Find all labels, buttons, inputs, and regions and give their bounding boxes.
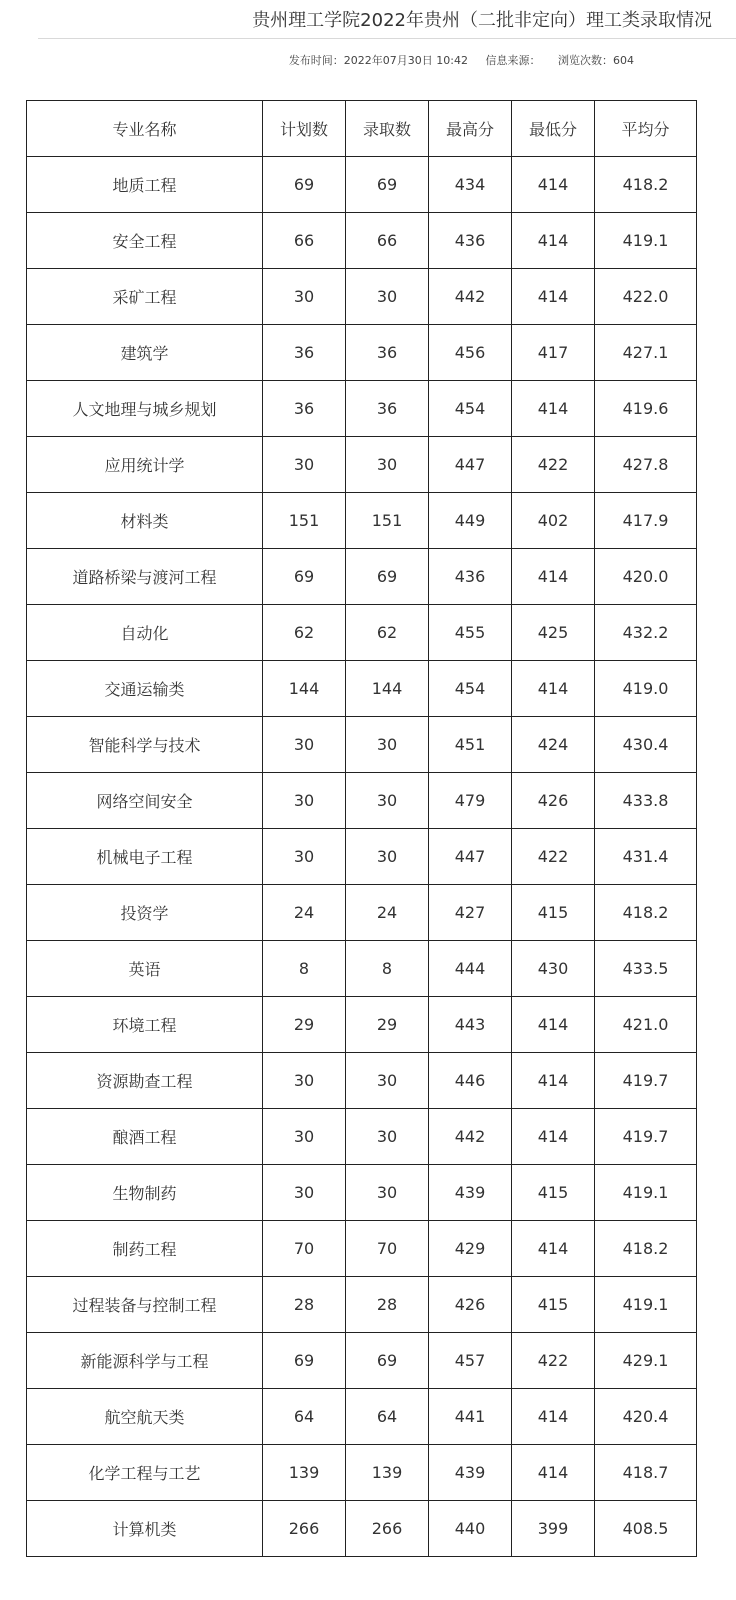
cell-admitted: 69 bbox=[346, 549, 429, 605]
table-row bbox=[27, 1389, 697, 1445]
cell-min-score: 422 bbox=[512, 829, 595, 885]
cell-admitted: 36 bbox=[346, 325, 429, 381]
cell-plan: 144 bbox=[263, 661, 346, 717]
cell-max-score: 439 bbox=[429, 1445, 512, 1501]
table-row bbox=[27, 437, 697, 493]
cell-admitted: 30 bbox=[346, 1109, 429, 1165]
cell-min-score: 414 bbox=[512, 1389, 595, 1445]
cell-major: 应用统计学 bbox=[27, 437, 263, 493]
table-row bbox=[27, 1053, 697, 1109]
cell-max-score: 426 bbox=[429, 1277, 512, 1333]
cell-avg-score: 420.0 bbox=[595, 549, 697, 605]
cell-max-score: 434 bbox=[429, 157, 512, 213]
cell-avg-score: 419.0 bbox=[595, 661, 697, 717]
cell-min-score: 425 bbox=[512, 605, 595, 661]
cell-max-score: 427 bbox=[429, 885, 512, 941]
table-row bbox=[27, 1109, 697, 1165]
cell-major: 安全工程 bbox=[27, 213, 263, 269]
cell-plan: 30 bbox=[263, 1109, 346, 1165]
header-major: 专业名称 bbox=[27, 101, 263, 157]
cell-avg-score: 429.1 bbox=[595, 1333, 697, 1389]
cell-plan: 28 bbox=[263, 1277, 346, 1333]
cell-max-score: 449 bbox=[429, 493, 512, 549]
cell-max-score: 436 bbox=[429, 213, 512, 269]
view-count: 浏览次数：604 bbox=[558, 54, 634, 67]
cell-admitted: 151 bbox=[346, 493, 429, 549]
table-row bbox=[27, 1277, 697, 1333]
cell-avg-score: 418.2 bbox=[595, 157, 697, 213]
cell-max-score: 447 bbox=[429, 437, 512, 493]
cell-major: 交通运输类 bbox=[27, 661, 263, 717]
table-row bbox=[27, 269, 697, 325]
cell-plan: 151 bbox=[263, 493, 346, 549]
header-admitted: 录取数 bbox=[346, 101, 429, 157]
cell-min-score: 415 bbox=[512, 1277, 595, 1333]
cell-max-score: 479 bbox=[429, 773, 512, 829]
cell-avg-score: 419.1 bbox=[595, 213, 697, 269]
table-row bbox=[27, 1333, 697, 1389]
cell-min-score: 424 bbox=[512, 717, 595, 773]
cell-plan: 70 bbox=[263, 1221, 346, 1277]
cell-avg-score: 421.0 bbox=[595, 997, 697, 1053]
table-row bbox=[27, 549, 697, 605]
header-min-score: 最低分 bbox=[512, 101, 595, 157]
cell-admitted: 30 bbox=[346, 1053, 429, 1109]
cell-plan: 30 bbox=[263, 1165, 346, 1221]
cell-min-score: 414 bbox=[512, 269, 595, 325]
publish-time: 发布时间：2022年07月30日 10:42 bbox=[288, 54, 468, 67]
table-row bbox=[27, 605, 697, 661]
cell-major: 建筑学 bbox=[27, 325, 263, 381]
table-row bbox=[27, 325, 697, 381]
table-row bbox=[27, 829, 697, 885]
cell-min-score: 426 bbox=[512, 773, 595, 829]
cell-avg-score: 419.6 bbox=[595, 381, 697, 437]
cell-min-score: 414 bbox=[512, 549, 595, 605]
table-row bbox=[27, 773, 697, 829]
cell-admitted: 30 bbox=[346, 1165, 429, 1221]
cell-max-score: 429 bbox=[429, 1221, 512, 1277]
cell-plan: 64 bbox=[263, 1389, 346, 1445]
cell-plan: 36 bbox=[263, 325, 346, 381]
table-row bbox=[27, 213, 697, 269]
cell-major: 过程装备与控制工程 bbox=[27, 1277, 263, 1333]
cell-min-score: 414 bbox=[512, 1109, 595, 1165]
cell-max-score: 454 bbox=[429, 381, 512, 437]
cell-avg-score: 418.7 bbox=[595, 1445, 697, 1501]
cell-avg-score: 422.0 bbox=[595, 269, 697, 325]
cell-major: 人文地理与城乡规划 bbox=[27, 381, 263, 437]
cell-major: 资源勘查工程 bbox=[27, 1053, 263, 1109]
cell-avg-score: 419.7 bbox=[595, 1053, 697, 1109]
cell-major: 采矿工程 bbox=[27, 269, 263, 325]
cell-admitted: 30 bbox=[346, 773, 429, 829]
cell-min-score: 414 bbox=[512, 1053, 595, 1109]
cell-major: 网络空间安全 bbox=[27, 773, 263, 829]
cell-avg-score: 419.7 bbox=[595, 1109, 697, 1165]
cell-plan: 266 bbox=[263, 1501, 346, 1557]
cell-avg-score: 427.8 bbox=[595, 437, 697, 493]
cell-max-score: 444 bbox=[429, 941, 512, 997]
table-row bbox=[27, 157, 697, 213]
cell-max-score: 455 bbox=[429, 605, 512, 661]
cell-avg-score: 432.2 bbox=[595, 605, 697, 661]
cell-min-score: 414 bbox=[512, 1445, 595, 1501]
cell-avg-score: 420.4 bbox=[595, 1389, 697, 1445]
cell-plan: 30 bbox=[263, 829, 346, 885]
cell-avg-score: 419.1 bbox=[595, 1165, 697, 1221]
cell-major: 自动化 bbox=[27, 605, 263, 661]
cell-min-score: 422 bbox=[512, 1333, 595, 1389]
cell-admitted: 8 bbox=[346, 941, 429, 997]
cell-major: 机械电子工程 bbox=[27, 829, 263, 885]
cell-max-score: 454 bbox=[429, 661, 512, 717]
cell-major: 新能源科学与工程 bbox=[27, 1333, 263, 1389]
cell-admitted: 36 bbox=[346, 381, 429, 437]
cell-admitted: 139 bbox=[346, 1445, 429, 1501]
cell-plan: 69 bbox=[263, 157, 346, 213]
cell-plan: 30 bbox=[263, 269, 346, 325]
cell-min-score: 414 bbox=[512, 661, 595, 717]
cell-max-score: 442 bbox=[429, 1109, 512, 1165]
cell-min-score: 415 bbox=[512, 885, 595, 941]
cell-admitted: 66 bbox=[346, 213, 429, 269]
cell-min-score: 417 bbox=[512, 325, 595, 381]
table-row bbox=[27, 1445, 697, 1501]
cell-admitted: 24 bbox=[346, 885, 429, 941]
cell-plan: 30 bbox=[263, 717, 346, 773]
cell-admitted: 266 bbox=[346, 1501, 429, 1557]
cell-plan: 36 bbox=[263, 381, 346, 437]
cell-min-score: 414 bbox=[512, 1221, 595, 1277]
cell-major: 智能科学与技术 bbox=[27, 717, 263, 773]
cell-avg-score: 427.1 bbox=[595, 325, 697, 381]
cell-max-score: 456 bbox=[429, 325, 512, 381]
cell-min-score: 415 bbox=[512, 1165, 595, 1221]
table-row bbox=[27, 941, 697, 997]
cell-avg-score: 433.8 bbox=[595, 773, 697, 829]
table-body bbox=[27, 157, 697, 1557]
cell-major: 制药工程 bbox=[27, 1221, 263, 1277]
table-header-row bbox=[27, 101, 697, 157]
cell-plan: 29 bbox=[263, 997, 346, 1053]
cell-max-score: 439 bbox=[429, 1165, 512, 1221]
cell-major: 环境工程 bbox=[27, 997, 263, 1053]
cell-min-score: 430 bbox=[512, 941, 595, 997]
cell-max-score: 436 bbox=[429, 549, 512, 605]
cell-avg-score: 417.9 bbox=[595, 493, 697, 549]
cell-plan: 139 bbox=[263, 1445, 346, 1501]
cell-admitted: 30 bbox=[346, 717, 429, 773]
table-row bbox=[27, 1165, 697, 1221]
title-divider bbox=[38, 38, 736, 39]
table-row bbox=[27, 717, 697, 773]
info-source: 信息来源： bbox=[485, 54, 541, 67]
cell-min-score: 414 bbox=[512, 213, 595, 269]
cell-plan: 62 bbox=[263, 605, 346, 661]
cell-admitted: 30 bbox=[346, 829, 429, 885]
table-row bbox=[27, 1501, 697, 1557]
cell-admitted: 144 bbox=[346, 661, 429, 717]
table-row bbox=[27, 661, 697, 717]
cell-admitted: 70 bbox=[346, 1221, 429, 1277]
cell-major: 道路桥梁与渡河工程 bbox=[27, 549, 263, 605]
page-title: 贵州理工学院2022年贵州（二批非定向）理工类录取情况 bbox=[252, 10, 712, 31]
article-meta bbox=[0, 52, 634, 68]
table-row bbox=[27, 997, 697, 1053]
cell-min-score: 414 bbox=[512, 157, 595, 213]
cell-avg-score: 433.5 bbox=[595, 941, 697, 997]
cell-max-score: 447 bbox=[429, 829, 512, 885]
cell-admitted: 29 bbox=[346, 997, 429, 1053]
cell-plan: 30 bbox=[263, 1053, 346, 1109]
cell-max-score: 443 bbox=[429, 997, 512, 1053]
cell-admitted: 69 bbox=[346, 157, 429, 213]
header-avg-score: 平均分 bbox=[595, 101, 697, 157]
admission-table bbox=[26, 100, 697, 1557]
cell-min-score: 402 bbox=[512, 493, 595, 549]
cell-plan: 8 bbox=[263, 941, 346, 997]
cell-major: 生物制药 bbox=[27, 1165, 263, 1221]
cell-major: 酿酒工程 bbox=[27, 1109, 263, 1165]
cell-plan: 24 bbox=[263, 885, 346, 941]
cell-avg-score: 430.4 bbox=[595, 717, 697, 773]
cell-min-score: 422 bbox=[512, 437, 595, 493]
cell-major: 材料类 bbox=[27, 493, 263, 549]
cell-min-score: 414 bbox=[512, 997, 595, 1053]
cell-admitted: 28 bbox=[346, 1277, 429, 1333]
cell-max-score: 451 bbox=[429, 717, 512, 773]
cell-plan: 30 bbox=[263, 437, 346, 493]
header-max-score: 最高分 bbox=[429, 101, 512, 157]
cell-admitted: 30 bbox=[346, 437, 429, 493]
cell-max-score: 440 bbox=[429, 1501, 512, 1557]
cell-max-score: 446 bbox=[429, 1053, 512, 1109]
cell-major: 投资学 bbox=[27, 885, 263, 941]
cell-avg-score: 418.2 bbox=[595, 885, 697, 941]
cell-avg-score: 418.2 bbox=[595, 1221, 697, 1277]
cell-major: 化学工程与工艺 bbox=[27, 1445, 263, 1501]
cell-major: 航空航天类 bbox=[27, 1389, 263, 1445]
cell-max-score: 457 bbox=[429, 1333, 512, 1389]
table-row bbox=[27, 885, 697, 941]
table-row bbox=[27, 493, 697, 549]
cell-admitted: 62 bbox=[346, 605, 429, 661]
cell-plan: 69 bbox=[263, 1333, 346, 1389]
cell-avg-score: 408.5 bbox=[595, 1501, 697, 1557]
table-row bbox=[27, 381, 697, 437]
cell-major: 地质工程 bbox=[27, 157, 263, 213]
cell-major: 英语 bbox=[27, 941, 263, 997]
cell-avg-score: 431.4 bbox=[595, 829, 697, 885]
cell-min-score: 414 bbox=[512, 381, 595, 437]
cell-max-score: 441 bbox=[429, 1389, 512, 1445]
cell-max-score: 442 bbox=[429, 269, 512, 325]
cell-major: 计算机类 bbox=[27, 1501, 263, 1557]
cell-admitted: 64 bbox=[346, 1389, 429, 1445]
cell-min-score: 399 bbox=[512, 1501, 595, 1557]
cell-plan: 69 bbox=[263, 549, 346, 605]
cell-admitted: 69 bbox=[346, 1333, 429, 1389]
cell-admitted: 30 bbox=[346, 269, 429, 325]
cell-plan: 66 bbox=[263, 213, 346, 269]
table-row bbox=[27, 1221, 697, 1277]
cell-plan: 30 bbox=[263, 773, 346, 829]
header-plan: 计划数 bbox=[263, 101, 346, 157]
cell-avg-score: 419.1 bbox=[595, 1277, 697, 1333]
